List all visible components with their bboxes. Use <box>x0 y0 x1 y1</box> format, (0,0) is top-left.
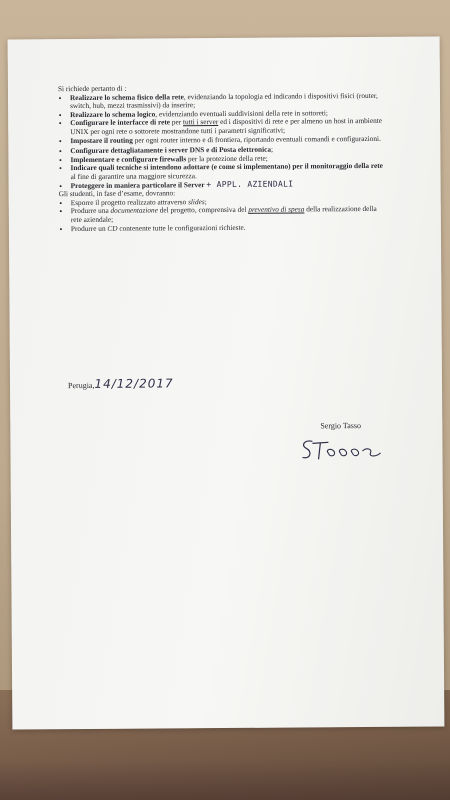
students-intro: Gli studenti, in fase d’esame, dovranno: <box>58 188 176 199</box>
list-item: • Proteggere in maniera particolare il Server + APPL. AZIENDALI <box>71 179 389 190</box>
signature-icon <box>298 435 388 466</box>
document-body <box>58 83 389 233</box>
intro-text: Si richiede pertanto di : <box>57 83 127 94</box>
student-list <box>59 197 389 234</box>
handwritten-date: 14/12/2017 <box>94 376 174 391</box>
list-item: • Impostare il routing per ogni router interno e di frontiera, riportando eventuali comandi e configurazioni. <box>70 134 388 145</box>
place-date <box>68 376 174 391</box>
list-item: • Implementare e configurare firewalls per la protezione della rete; <box>70 154 388 165</box>
list-item: • Produrre un CD contenente tutte le configurazioni richieste. <box>71 222 389 233</box>
place-label: Perugia, <box>67 380 95 391</box>
list-item: • Esporre il progetto realizzato attraverso slides; <box>71 197 389 208</box>
signer-name: Sergio Tasso <box>320 421 362 431</box>
list-item: • Realizzare lo schema logico, evidenziando eventuali suddivisioni della rete in sottoreti; <box>70 109 388 120</box>
handwritten-note: + APPL. AZIENDALI <box>206 179 294 189</box>
task-list-2 <box>58 145 388 190</box>
list-item: • Configurare dettagliatamente i server DNS e di Posta elettronica; <box>70 145 388 156</box>
list-item: • Configurare le interfacce di rete per tutti i server ed i dispositivi di rete e per almeno un host in ambiente UNIX per ogni rete o sottorete mostrandone tutti i parametri significativi; <box>70 117 388 136</box>
list-item: • Indicare quali tecniche si intendono adottare (e come si implementano) per il monitoraggio della rete al fine di garantire una maggiore sicurezza. <box>70 162 388 181</box>
floor-shadow <box>0 760 450 800</box>
list-item: • Realizzare lo schema fisico della rete, evidenziando la topologia ed indicando i dispositivi fisici (router, switch, hub, mezzi trasmissivi) da inserire; <box>70 91 388 110</box>
document-page <box>8 37 445 730</box>
list-item: • Produrre una documentazione del progetto, comprensiva del preventivo di spesa della realizzazione della rete aziendale; <box>71 205 389 224</box>
task-list-1 <box>58 91 388 145</box>
